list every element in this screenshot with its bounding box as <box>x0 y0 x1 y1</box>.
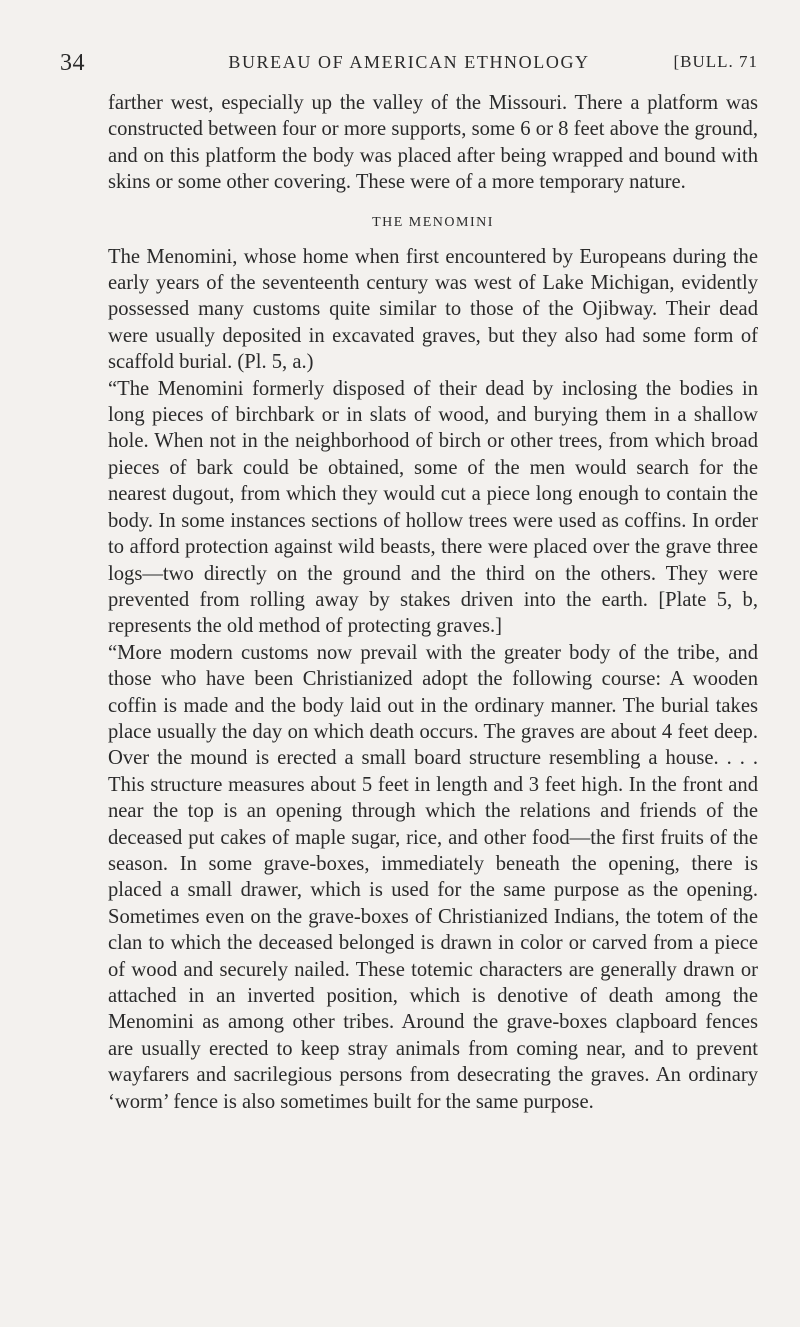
body-text <box>108 90 758 1115</box>
running-head <box>60 50 758 80</box>
section-heading: THE MENOMINI <box>372 214 494 230</box>
series-title: BUREAU OF AMERICAN ETHNOLOGY <box>228 52 590 72</box>
paragraph-menomini-intro: The Menomini, whose home when first encountered by Europeans during the early years of the seventeenth century was west of Lake Michigan, evidently possessed many customs quite similar to those of the Ojibway. Their dead were usually deposited in excavated graves, but they also had some form of scaffold burial. (Pl. 5, a.) <box>108 245 758 374</box>
page-number: 34 <box>60 50 85 76</box>
paragraph-quote-burial-methods: “The Menomini formerly disposed of their dead by inclosing the bodies in long pieces of birchbark or in slats of wood, and burying them in a shallow hole. When not in the neighborhood of birch or other trees, from which broad pieces of bark could be obtained, some of the men would search for the nearest dugout, from which they would cut a piece long enough to contain the body. In some instances sections of hollow trees were used as coffins. In order to afford protection against wild beasts, there were placed over the grave three logs—two directly on the ground and the third on the others. They were prevented from rolling away by stakes driven into the earth. [Plate 5, b, represents the old method of protecting graves.] <box>108 377 758 638</box>
paragraph-continuation: farther west, especially up the valley of the Missouri. There a platform was constructed between four or more supports, some 6 or 8 feet above the ground, and on this platform the body was placed after being wrapped and bound with skins or some other covering. These were of a more temporary nature. <box>108 92 758 194</box>
bulletin-reference: [BULL. 71 <box>673 52 758 71</box>
paragraph-quote-modern-customs: “More modern customs now prevail with the greater body of the tribe, and those who have been Christianized adopt the following course: A wooden coffin is made and the body laid out in the ordinary manner. The burial takes place usually the day on which death occurs. The graves are about 4 feet deep. Over the mound is erected a small board structure resembling a house. . . . This structure measures about 5 feet in length and 3 feet high. In the front and near the top is an opening through which the relations and friends of the deceased put cakes of maple sugar, rice, and other food—the first fruits of the season. In some grave-boxes, immediately beneath the opening, there is placed a small drawer, which is used for the same purpose as the opening. Sometimes even on the grave-boxes of Christianized Indians, the totem of the clan to which the deceased belonged is drawn in color or carved from a piece of wood and securely nailed. These totemic characters are generally drawn or attached in an inverted position, which is denotive of death among the Menomini as among other tribes. Around the grave-boxes clapboard fences are usually erected to keep stray animals from coming near, and to prevent wayfarers and sacrilegious persons from desecrating the graves. An ordinary ‘worm’ fence is also sometimes built for the same purpose. <box>108 641 758 1113</box>
